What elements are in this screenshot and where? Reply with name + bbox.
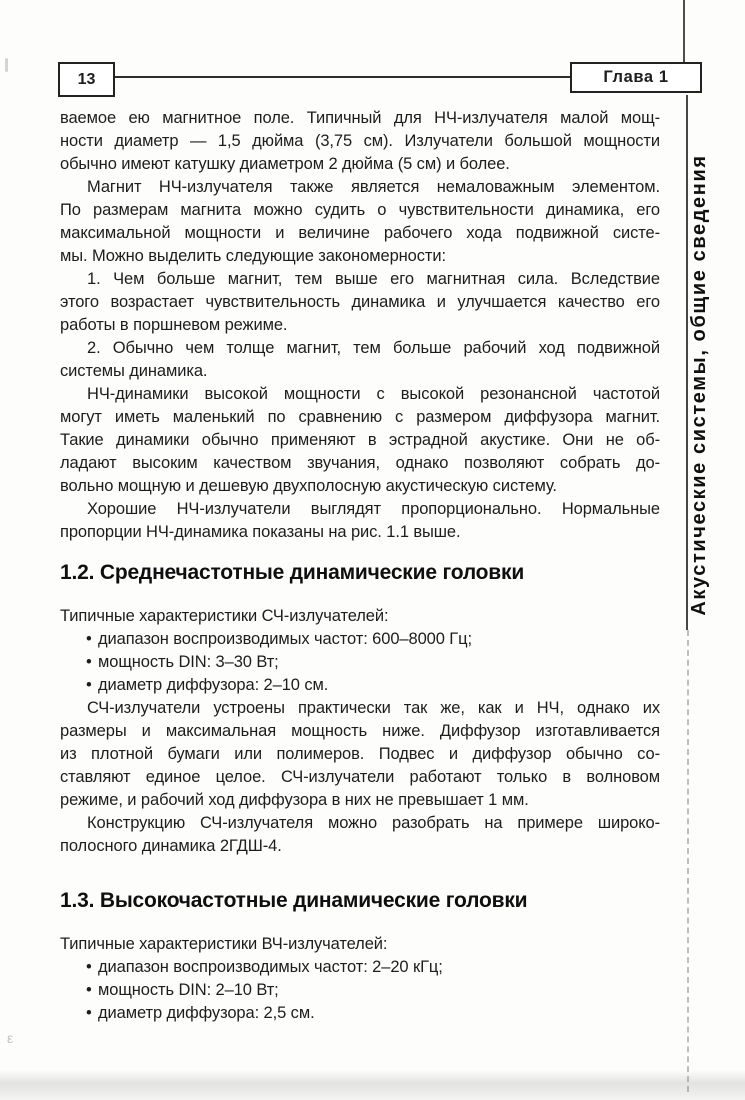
page-number-box bbox=[58, 62, 115, 97]
text-line: размеры и максимальная мощность ниже. Диффузор изготавливается bbox=[60, 722, 660, 740]
scan-shadow-band bbox=[0, 1070, 745, 1100]
bullet-icon: • bbox=[86, 653, 92, 671]
section-heading: 1.2. Среднечастотные динамические головки bbox=[60, 561, 525, 584]
list-item bbox=[60, 674, 660, 697]
text-line: пропорции НЧ-динамика показаны на рис. 1.1 выше. bbox=[60, 523, 461, 541]
bullet-icon: • bbox=[86, 958, 92, 976]
text-line: 2. Обычно чем толще магнит, тем больше рабочий ход подвижной bbox=[87, 339, 660, 357]
text-line: мы. Можно выделить следующие закономерности: bbox=[60, 247, 446, 265]
text-line: Магнит НЧ-излучателя также является немаловажным элементом. bbox=[87, 178, 660, 196]
chapter-label: Глава 1 bbox=[603, 68, 669, 86]
list-item-text: диаметр диффузора: 2,5 см. bbox=[98, 1004, 315, 1022]
header-rule bbox=[113, 76, 572, 78]
text-line: СЧ-излучатели устроены практически так же, как и НЧ, однако их bbox=[87, 699, 660, 717]
page-number: 13 bbox=[77, 70, 96, 88]
text-line: ладают высоким качеством звучания, однако позволяют собрать до- bbox=[60, 454, 660, 472]
list-item bbox=[60, 651, 660, 674]
list-item-text: диаметр диффузора: 2–10 см. bbox=[98, 676, 329, 694]
list-item-text: диапазон воспроизводимых частот: 2–20 кГц; bbox=[98, 958, 443, 976]
scan-speck bbox=[5, 58, 8, 72]
list-item bbox=[60, 1002, 660, 1025]
text-line: ности диаметр — 1,5 дюйма (3,75 см). Излучатели большой мощности bbox=[60, 132, 660, 150]
list-item bbox=[60, 956, 660, 979]
text-line: ставляют единое целое. СЧ-излучатели работают только в волновом bbox=[60, 768, 660, 786]
text-line: По размерам магнита можно судить о чувствительности динамика, его bbox=[60, 201, 660, 219]
text-line: Конструкцию СЧ-излучателя можно разобрать на примере широко- bbox=[87, 814, 660, 832]
scan-speck: ε bbox=[7, 1030, 14, 1046]
text-line: Типичные характеристики ВЧ-излучателей: bbox=[60, 935, 388, 953]
text-line: обычно имеют катушку диаметром 2 дюйма (5 см) и более. bbox=[60, 155, 510, 173]
list-item-text: мощность DIN: 3–30 Вт; bbox=[98, 653, 279, 671]
text-line: ваемое ею магнитное поле. Типичный для НЧ-излучателя малой мощ- bbox=[60, 109, 660, 127]
bullet-icon: • bbox=[86, 630, 92, 648]
text-line: Такие динамики обычно применяют в эстрадной акустике. Они не об- bbox=[60, 431, 660, 449]
gutter-line-top bbox=[683, 0, 685, 62]
list-item-text: диапазон воспроизводимых частот: 600–8000 Гц; bbox=[98, 630, 472, 648]
text-line: этого возрастает чувствительность динамика и улучшается качество его bbox=[60, 293, 660, 311]
section-heading: 1.3. Высокочастотные динамические головки bbox=[60, 889, 528, 912]
text-line: НЧ-динамики высокой мощности с высокой резонансной частотой bbox=[87, 385, 660, 403]
text-line: режиме, и рабочий ход диффузора в них не превышает 1 мм. bbox=[60, 791, 529, 809]
text-line: из плотной бумаги или полимеров. Подвес и диффузор обычно со- bbox=[60, 745, 660, 763]
list-item-text: мощность DIN: 2–10 Вт; bbox=[98, 981, 279, 999]
text-line: полосного динамика 2ГДШ-4. bbox=[60, 837, 282, 855]
bullet-icon: • bbox=[86, 981, 92, 999]
text-line: системы динамика. bbox=[60, 362, 208, 380]
bullet-icon: • bbox=[86, 676, 92, 694]
text-line: вольно мощную и дешевую двухполосную акустическую систему. bbox=[60, 477, 557, 495]
text-line: 1. Чем больше магнит, тем выше его магнитная сила. Вследствие bbox=[87, 270, 660, 288]
text-line: Хорошие НЧ-излучатели выглядят пропорционально. Нормальные bbox=[87, 500, 660, 518]
text-line: работы в поршневом режиме. bbox=[60, 316, 288, 334]
text-line: максимальной мощности и величине рабочего хода подвижной систе- bbox=[60, 224, 660, 242]
list-item bbox=[60, 979, 660, 1002]
bullet-icon: • bbox=[86, 1004, 92, 1022]
gutter-line-bottom bbox=[687, 630, 689, 1092]
list-item bbox=[60, 628, 660, 651]
text-line: Типичные характеристики СЧ-излучателей: bbox=[60, 607, 389, 625]
text-line: могут иметь маленький по сравнению с размером диффузора магнит. bbox=[60, 408, 660, 426]
body-content bbox=[60, 107, 660, 1025]
chapter-box bbox=[570, 62, 702, 93]
sidebar-vertical-title: Акустические системы, общие сведения bbox=[688, 154, 710, 616]
